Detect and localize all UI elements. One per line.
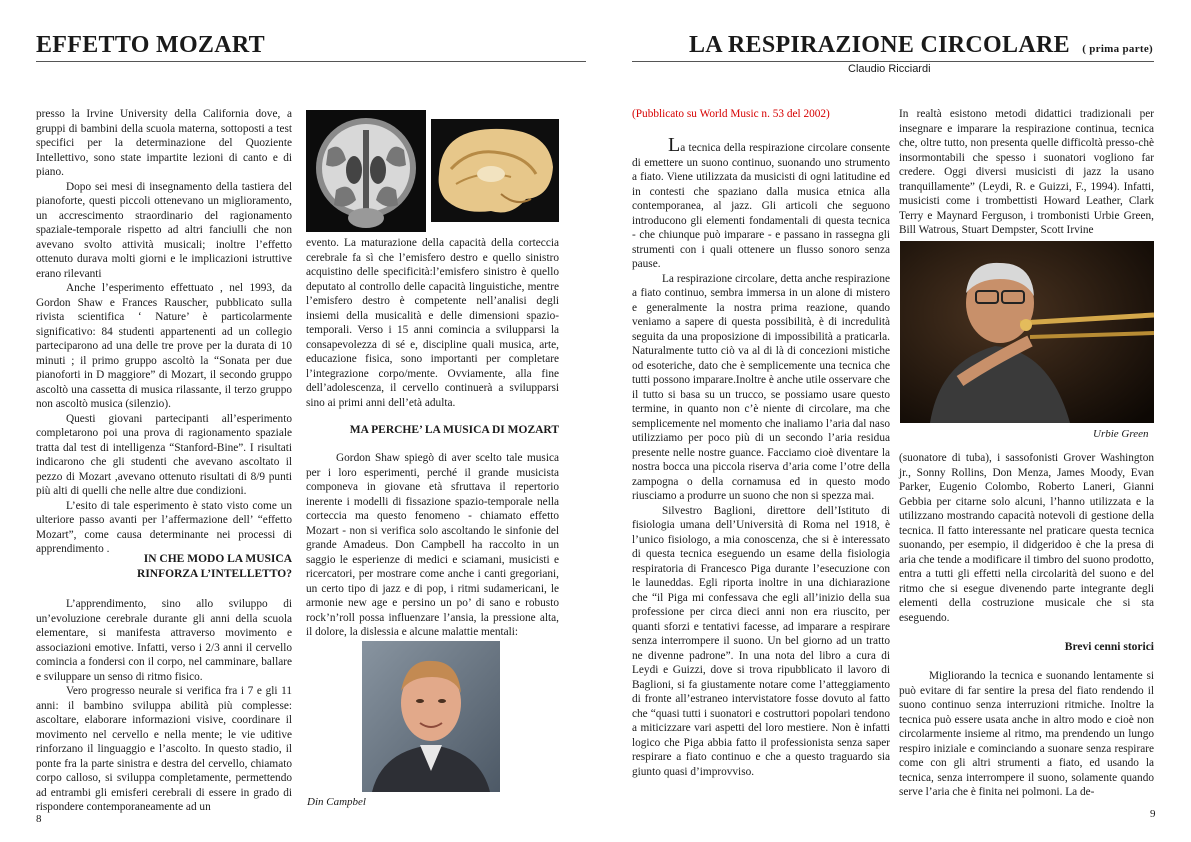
left-page-number: 8 [36,813,42,825]
paragraph: In realtà esistono metodi didattici tradizionali per insegnare e imparare la respirazione continua, tecnica che, oltre tutto, non presenta quelle difficoltà presso-chè insormontabili che spesso i suonatori vogliono far credere. Oggi diversi musicisti di jazz la usano tranquillamente” (Leydi, R. e Guizzi, F., 1994). Infatti, musicisti come i trombettisti Howard Leather, Clark Terry e Maynard Ferguson, i trombonisti Urbie Green, Bill Watrous, Stuart Dempster, Scott Irvine [899,108,1154,236]
brain-section-photo [431,119,559,222]
section-heading-mozart: MA PERCHE’ LA MUSICA DI MOZART [349,424,559,436]
paragraph: Migliorando la tecnica e suonando lentamente si può evitare di far sentire la presa del fiato rendendo il suono continuo senza interruzioni ritmiche. Inoltre la tecnica può essere usata anche in altro modo e cioè non circolarmente insieme al ritmo, ma prendendo un lungo respiro iniziale e cominciando a suonare senza respirare come con gli altri strumenti a fiato, ed usando la tecnica, senza interrompere il suono, solamente quando serve l’aria che è finita nei polmoni. La de- [899,670,1154,798]
paragraph: Dopo sei mesi di insegnamento della tastiera del pianoforte, questi piccoli ottenevano un miglioramento, un accrescimento straordinario del ragionamento spaziale-temporale rispetto ad altri fanciulli che non avevano svolto attività musicali; inoltre l’effetto ottenuto durava molti giorni e le implicazioni istruttive erano rilevanti [36,180,292,280]
urbie-green-photo [900,241,1154,423]
published-note: (Pubblicato su World Music n. 53 del 2002) [632,108,830,120]
brain-mri-photo [306,110,426,232]
left-title-rule [36,61,586,62]
section-heading-line: RINFORZA L’INTELLETTO? [137,568,292,580]
lead-text: a tecnica della respirazione circolare consente di emettere un suono continuo, suonando uno strumento a fiato. Viene utilizzata da musicisti di ogni latitudine ed in contesti che spaziano dalla musica etnica alla contemporanea, al jazz. Gli articoli che seguono introducono gli elementi fondamentali di questa tecnica - che chiunque può imparare - e passano in rassegna gli strumenti con i quali ottenere un flusso sonoro senza pause. [632,142,890,270]
urbie-green-caption: Urbie Green [1093,428,1149,440]
campbell-photo-caption: Din Campbel [307,796,366,808]
paragraph: Anche l’esperimento effettuato , nel 1993, da Gordon Shaw e Frances Rauscher, pubblicato sulla rivista scientifica ‘ Nature’ è particolarmente significativo: 84 studenti appartenenti ad un collegio parteciparono ad una delle tre prove per la durata di 10 minuti ; il primo gruppo ascoltò la “Sonata per due pianoforti in D maggiore” di Mozart, il secondo gruppo ascoltò una cassetta di musica rilassante, il terzo gruppo non ascoltò musica (silenzio). [36,282,292,410]
section-heading-line: IN CHE MODO LA MUSICA [143,553,292,565]
trombone-player-icon [900,241,1154,423]
paragraph: L’esito di tale esperimento è stato visto come un ulteriore passo avanti per l’affermazione dell’ “effetto Mozart”, come causa determinante nei processi di apprendimento . [36,499,292,555]
right-page-number: 9 [1150,808,1156,820]
paragraph: Gordon Shaw spiegò di aver scelto tale musica per i loro esperimenti, perché il grande musicista componeva in giovane età sfruttava il repertorio inerente i modelli di fissazione spazio-temporale nella corteccia ma questo fenomeno - chiamato effetto Mozart - non si verifica solo ascoltando le sinfonie del grande Amadeus. Don Campbell ha raccolto in un saggio le esperienze di medici e sciamani, musicisti e ricercatori, per mostrare come anche i canti gregoriani, un certo tipo di jazz e di pop, i ritmi sudamericani, le armonie new age e persino un po’ di sano e robusto rock’n’roll possa influenzare l’ansia, la pressione alta, il dolore, la dislessia e alcune malattie mentali: [306,452,559,638]
paragraph: presso la Irvine University della California dove, a gruppi di bambini della scuola materna, sottoposti a test specifici per la determinazione del Quoziente Intellettivo, sono state impartite lezioni di canto e di piano. [36,108,292,178]
section-heading-storici: Brevi cenni storici [1064,641,1154,653]
brain-mri-icon [306,110,426,232]
brain-section-icon [431,119,559,222]
paragraph: (suonatore di tuba), i sassofonisti Grover Washington jr., Sonny Rollins, Don Menza, James Moody, Evan Parker, Eugenio Colombo, Roberto Laneri, Gianni Gebbia per citarne solo alcuni, l’hanno utilizzata e la utilizzano mostrando capacità notevoli di gestione della tecnica. Il fatto interessante nel praticare questa tecnica suonando, per esempio, il didgeridoo è che la presa di aria che tende a modificare il timbro del suono prodotto, entra a tutti gli effetti nella circolarità del suono e del ritmo che si esegue divenendo parte integrante degli elementi della costruzione musicale che si sta eseguendo. [899,452,1154,624]
paragraph: La respirazione circolare, detta anche respirazione a fiato continuo, sembra immersa in un alone di mistero e generalmente la nostra prima reazione, quando veniamo a sapere di questa possibilità, è di incredulità seguita da una proposizione di impossibilità a praticarla. Naturalmente tutto ciò va al di là di concezioni mistiche od esoteriche, dato che è semplicemente una tecnica che tutti possono imparare.Inoltre è anche utile osservare che il tutto si basa su un trucco, se possiamo usare questo termine, in quanto non c’è niente di circolare, ma che semplicemente nel momento che inaliamo l’aria dal naso utilizziamo per poco più di un secondo l’aria residua presente nelle nostre guance. Facciamo cioè diventare la nostra bocca una piccola riserva d’aria come l’otre della zampogna o della cornamusa ed in questo modo riusciamo a produrre un suono che non si spezza mai. [632,272,890,502]
right-title-rule [632,61,1154,62]
right-page-title: LA RESPIRAZIONE CIRCOLARE [688,32,1070,58]
paragraph: L’apprendimento, sino allo sviluppo di un’evoluzione cerebrale durante gli anni della scuola elementare, si manifesta attraverso movimento e associazioni emotive. Infatti, verso i 2/3 anni il cervello comincia a fondersi con il corpo, nel camminare, ballare e sviluppare un senso di ritmo fisico. [36,598,292,683]
right-page-title-wrap [689,32,1153,59]
author-name: Claudio Ricciardi [848,63,931,75]
left-column-2b [306,451,559,640]
right-page-title-suffix: ( prima parte) [1082,43,1153,55]
left-column-2 [306,236,559,410]
left-column-1b [36,597,292,815]
drop-letter: L [668,134,681,156]
lead-paragraph [632,134,890,272]
paragraph: evento. La maturazione della capacità della corteccia cerebrale fa sì che l’emisfero destro e quello sinistro acquistino delle specificità:l’emisfero sinistro è quello deputato al controllo delle capacità linguistiche, mentre l’emisfero destro è competente nell’analisi degli insiemi della musicalità e delle dimensioni spazio-temporali. Verso i 15 anni comincia a svilupparsi la consapevolezza di sé e, discipline quali musica, arte, educazione fisica, sono importanti per completare l’integrazione corpo/mente. Ovviamente, alla fine dell’adolescenza, il cervello continuerà a svilupparsi sino ai primi anni dell’età adulta. [306,237,559,409]
paragraph: Questi giovani partecipanti all’esperimento completarono poi una prova di ragionamento spaziale tratta dal test di intelligenza “Stanford-Bine”. I risultati indicarono che gli studenti che avevano ascoltato il pezzo di Mozart ,avevano ottenuto risultati di 8/9 punti più alti di quelli che nelle altre due condizioni. [36,412,292,497]
section-heading-intelletto [36,552,292,582]
paragraph: Silvestro Baglioni, direttore dell’Istituto di fisiologia umana dell’Università di Roma nel 1918, è l’unico fisiologo, a mia conoscenza, che si è interessato di questa tecnica eseguendo un esame della fisiologia respiratoria di Francesco Piga durante l’esecuzione con le launeddas. Egli riporta inoltre in una dichiarazione che “il Piga mi confessava che egli all’inizio della sua professione per circa dieci anni non era riuscito, per quanti sforzi e tentativi facesse, ad imparare a respirare senza interrompere il suono. Un bel giorno ad un tratto ne divenne padrone”. In una nota del libro a cura di Leydi e Guizzi, dove si trova ripubblicato il lavoro di Baglioni, si fa giustamente notare come l’atteggiamento di fronte all’estraneo intervistatore fosse dovuto al fatto che “quasi tutti i suonatori e costruttori popolari tendono a miticizzare vari aspetti del loro mestiere. Non è infatti logico che Piga abbia fatto il professionista senza saper respirare a fiato continuo e che a questo traguardo sia giunto quasi d’improvviso. [632,504,890,778]
left-page-title: EFFETTO MOZART [36,32,265,58]
left-column-1 [36,107,292,557]
campbell-portrait-photo [362,641,500,792]
right-column-1 [632,134,890,779]
portrait-icon [362,641,500,792]
right-column-2 [899,107,1154,238]
right-column-2b [899,451,1154,625]
paragraph: Vero progresso neurale si verifica fra i 7 e gli 11 anni: il bambino sviluppa abilità più complesse: ascoltare, elaborare informazioni visive, coordinare il movimento nel cervello e nella mente; le vie uditive rinforzano il linguaggio e l’ascolto. In questo stadio, il ponte fra la parte sinistra e destra del cervello, chiamato corpo calloso, si sviluppa completamente, permettendo ad entrambi gli emisferi cerebrali di essere in grado di rispondere contemporaneamente ad un [36,685,292,813]
right-column-2c [899,669,1154,800]
